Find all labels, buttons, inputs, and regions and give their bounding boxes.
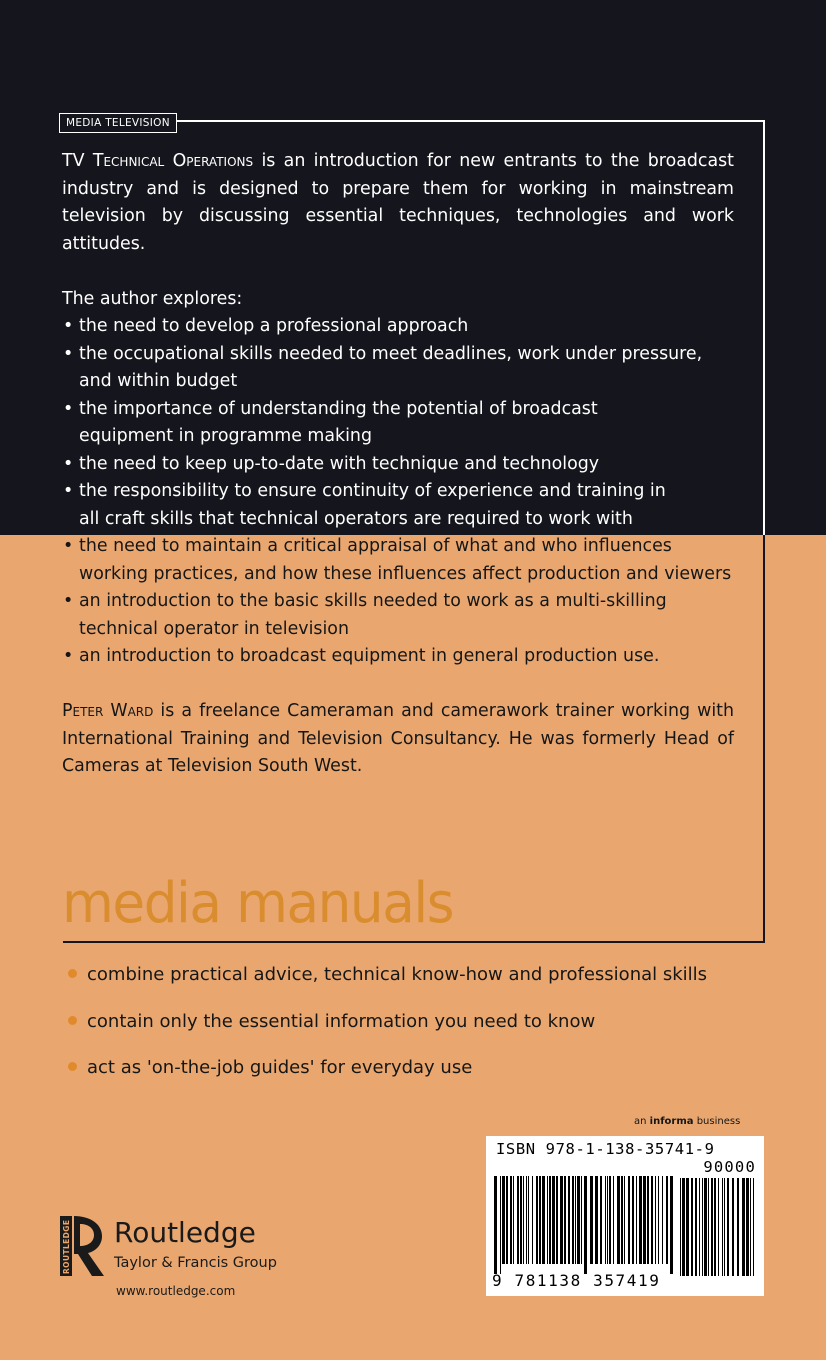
barcode-bar [577, 1176, 580, 1264]
barcode-bar [647, 1176, 649, 1264]
barcode-bar [575, 1176, 576, 1264]
barcode-bar [523, 1176, 524, 1264]
bio-line-1: is a freelance Cameraman and camerawork trainer working [153, 701, 691, 721]
barcode-bar [686, 1178, 689, 1276]
barcode-bar [520, 1176, 522, 1264]
list-item-line: technical operator in television [79, 618, 349, 639]
bullet-symbol: • [63, 343, 74, 364]
orange-dot-icon [68, 969, 77, 978]
barcode-bar [607, 1176, 608, 1264]
barcode-bar [753, 1178, 754, 1276]
barcode-bar [658, 1176, 659, 1264]
publisher-name: Routledge [114, 1216, 256, 1249]
barcode-bar [528, 1176, 529, 1264]
barcode-bar [718, 1178, 719, 1276]
barcode-bar [680, 1178, 681, 1276]
list-item-line: the need to develop a professional approach [79, 316, 469, 336]
barcode-bar [595, 1176, 598, 1264]
list-item-line: all craft skills that technical operators are required to work with [79, 508, 633, 529]
barcode-bar [750, 1178, 751, 1276]
barcode-bar [695, 1178, 697, 1276]
bullet-symbol: • [63, 481, 74, 501]
list-item [62, 396, 734, 451]
intro-line-1: is an introduction for new entrants to the broadcast [253, 151, 735, 171]
barcode-bar [746, 1178, 749, 1276]
barcode-bar [699, 1178, 700, 1276]
intro-line-3: television by discussing essential techniques, technologies and work [62, 206, 734, 226]
author-bio [62, 698, 734, 781]
series-tag: MEDIA TELEVISION [59, 113, 177, 133]
list-item-line: the need to keep up-to-date with technique and technology [79, 453, 600, 474]
series-title: media manuals [62, 871, 454, 936]
bullet-symbol: • [63, 646, 74, 666]
isbn-label: ISBN 978-1-138-35741-9 [496, 1140, 715, 1158]
barcode-bar [628, 1176, 630, 1264]
barcode-bar [517, 1176, 519, 1264]
intro-line-2: industry and is designed to prepare them for working in mainstream [62, 178, 734, 199]
addon-bars [680, 1178, 756, 1286]
barcode-bar [732, 1178, 734, 1276]
list-item-line: the occupational skills needed to meet deadlines, work under pressure, [79, 343, 703, 364]
feature-item [68, 1055, 472, 1081]
author-name-smallcaps: Peter Ward [62, 701, 154, 721]
barcode-bar [737, 1178, 739, 1276]
list-item-line: the importance of understanding the potential of broadcast [79, 398, 598, 419]
barcode-bar [502, 1176, 505, 1264]
ean-digits: 9 781138 357419 [492, 1271, 661, 1290]
list-item [62, 451, 734, 479]
list-item-line: an introduction to broadcast equipment in general production use. [79, 646, 660, 666]
barcode-bar [513, 1176, 514, 1264]
barcode-bar [526, 1176, 527, 1264]
feature-text: contain only the essential information you need to know [87, 1011, 596, 1032]
barcode-bar [547, 1176, 548, 1264]
barcode-bar [639, 1176, 642, 1264]
barcode-bar [643, 1176, 646, 1264]
bio-line-2: with International Training and Television Consultancy. He was formerly [62, 701, 734, 749]
barcode-bar [542, 1176, 545, 1264]
list-item [62, 478, 734, 533]
bullet-symbol: • [63, 453, 74, 474]
bullet-symbol: • [63, 591, 74, 611]
barcode-bar [636, 1176, 637, 1264]
barcode-bar [704, 1178, 707, 1276]
barcode-bar [708, 1178, 709, 1276]
barcode-bar [584, 1176, 587, 1274]
barcode-bar [651, 1176, 653, 1264]
barcode-bar [632, 1176, 634, 1264]
publisher-website[interactable]: www.routledge.com [116, 1284, 236, 1298]
frame-line-top [176, 120, 765, 122]
barcode-bar [532, 1176, 533, 1264]
barcode-bar [727, 1178, 729, 1276]
vertical-wordmark: ROUTLEDGE [62, 1219, 71, 1274]
list-item-line: working practices, and how these influences affect production and viewers [79, 563, 732, 584]
barcode-bar [539, 1176, 541, 1264]
barcode-bar [549, 1176, 551, 1264]
barcode-bar [617, 1176, 620, 1264]
list-item-line: equipment in programme making [79, 426, 372, 446]
barcode-bar [568, 1176, 570, 1264]
back-cover-text [62, 148, 734, 781]
barcode-bar [564, 1176, 566, 1264]
list-item [62, 341, 734, 396]
list-item [62, 588, 734, 643]
barcode-bar [500, 1176, 501, 1274]
publisher-group: Taylor & Francis Group [114, 1255, 277, 1271]
orange-dot-icon [68, 1062, 77, 1071]
barcode-bar [560, 1176, 563, 1264]
list-item-line: the responsibility to ensure continuity of experience and training in [79, 481, 666, 501]
barcode-bar [655, 1176, 656, 1264]
barcode-bar [702, 1178, 703, 1276]
barcode-bar [742, 1178, 745, 1276]
barcode-bar [662, 1176, 663, 1264]
barcode-bar [600, 1176, 602, 1264]
barcode-bar [609, 1176, 611, 1264]
price-code: 90000 [703, 1158, 756, 1176]
frame-line-right-lower [763, 535, 765, 943]
bullet-symbol: • [63, 398, 74, 419]
barcode-bar [590, 1176, 593, 1264]
barcode-bar [691, 1178, 693, 1276]
frame-line-right-upper [763, 120, 765, 535]
barcode-bar [494, 1176, 497, 1274]
ean-bars [494, 1176, 674, 1274]
barcode-bar [724, 1178, 725, 1276]
isbn-barcode [486, 1136, 764, 1296]
barcode-bar [722, 1178, 723, 1276]
barcode-bar [682, 1178, 685, 1276]
barcode-bar [714, 1178, 716, 1276]
barcode-bar [670, 1176, 673, 1274]
explores-heading: The author explores: [62, 288, 243, 309]
book-title-smallcaps: TV Technical Operations [62, 151, 254, 171]
barcode-bar [556, 1176, 558, 1264]
barcode-bar [613, 1176, 614, 1264]
bullet-symbol: • [63, 536, 74, 556]
barcode-bar [624, 1176, 625, 1264]
frame-line-bottom [63, 941, 765, 943]
informa-business-tag: an informa business [634, 1116, 741, 1127]
barcode-bar [666, 1176, 668, 1264]
feature-text: act as 'on-the-job guides' for everyday use [87, 1057, 473, 1078]
list-item [62, 533, 734, 588]
feature-item [68, 1009, 595, 1035]
barcode-bar [536, 1176, 538, 1264]
barcode-bar [605, 1176, 606, 1264]
barcode-bar [581, 1176, 582, 1264]
routledge-logo-icon [60, 1214, 106, 1278]
barcode-bar [572, 1176, 574, 1264]
feature-text: combine practical advice, technical know-how and professional skills [87, 964, 708, 985]
list-item-line: and within budget [79, 371, 238, 391]
informa-brand: informa [649, 1116, 694, 1127]
list-item [62, 643, 734, 671]
list-item-line: an introduction to the basic skills needed to work as a multi-skilling [79, 591, 667, 611]
bio-line-3: Head of Cameras at Television South West. [62, 728, 735, 776]
barcode-bar [510, 1176, 512, 1264]
intro-line-4: attitudes. [62, 233, 146, 254]
intro-paragraph [62, 148, 734, 258]
list-item [62, 313, 734, 341]
bullet-symbol: • [63, 316, 74, 336]
feature-item [68, 962, 707, 988]
barcode-bar [711, 1178, 713, 1276]
list-item-line: the need to maintain a critical appraisal of what and who influences [79, 536, 672, 556]
barcode-bar [552, 1176, 555, 1264]
barcode-bar [506, 1176, 508, 1264]
orange-dot-icon [68, 1016, 77, 1025]
barcode-bar [621, 1176, 623, 1264]
